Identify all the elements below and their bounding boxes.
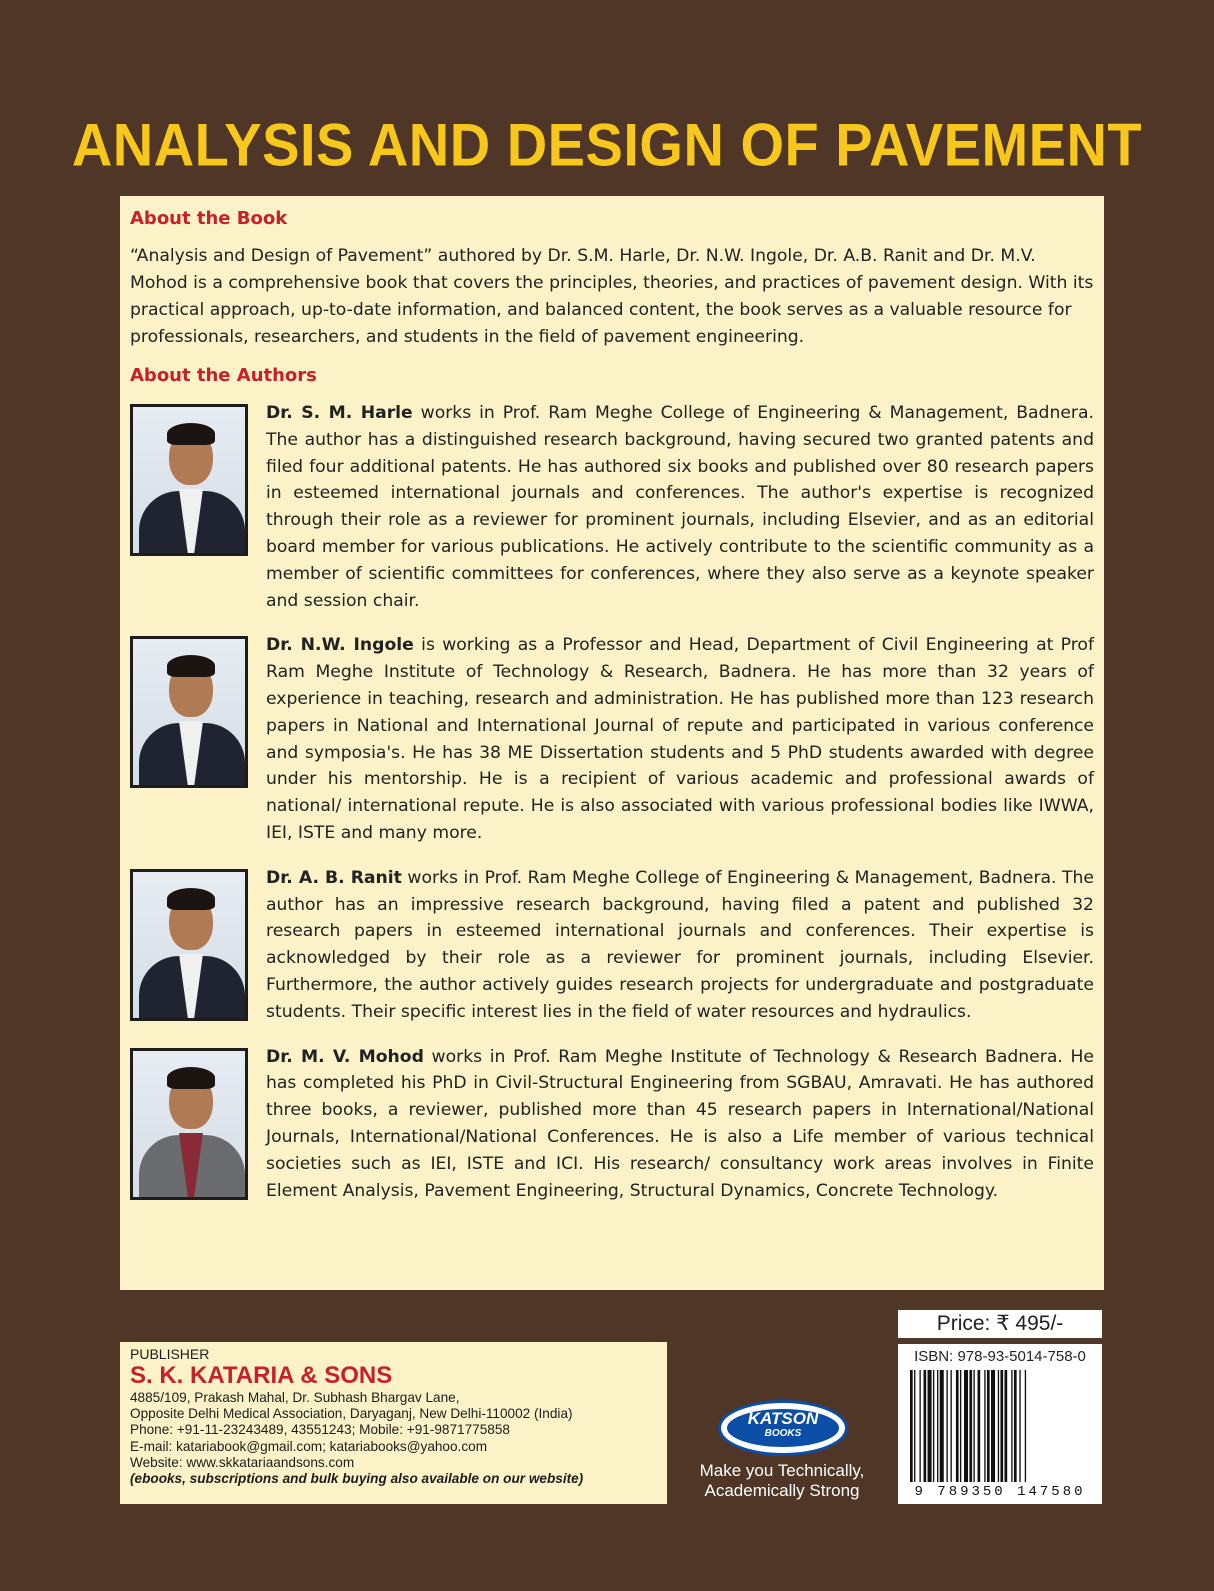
barcode-bar xyxy=(1000,1370,1003,1482)
barcode-bar xyxy=(984,1370,985,1482)
author-harle xyxy=(130,400,1094,614)
barcode-bar xyxy=(1011,1370,1012,1482)
barcode-bar xyxy=(946,1370,947,1482)
isbn-text: ISBN: 978-93-5014-758-0 xyxy=(914,1348,1086,1365)
barcode-bar xyxy=(937,1370,938,1482)
author-photo xyxy=(130,869,248,1021)
barcode-bar xyxy=(998,1370,999,1482)
author-mohod xyxy=(130,1044,1094,1205)
barcode-bar xyxy=(987,1370,990,1482)
author-name: Dr. N.W. Ingole xyxy=(266,635,414,656)
publisher-email: E-mail: katariabook@gmail.com; katariabooks@yahoo.com xyxy=(130,1438,488,1454)
author-photo xyxy=(130,404,248,556)
tagline-line1: Make you Technically, xyxy=(699,1461,865,1480)
author-ingole xyxy=(130,632,1094,846)
author-bio xyxy=(266,865,1094,1026)
author-bio-text: works in Prof. Ram Meghe College of Engineering & Management, Badnera. The author has an impressive research background, having filed a patent and published 32 research papers in esteemed international journals and conferences. Their expertise is acknowledged by their role as a reviewer for prominent journals, including Elsevier. Furthermore, the author actively guides research projects for undergraduate and postgraduate students. Their specific interest lies in the field of water resources and hydraulics. xyxy=(266,867,1094,1022)
author-ranit xyxy=(130,865,1094,1026)
author-bio xyxy=(266,400,1094,614)
barcode-bar xyxy=(914,1370,915,1482)
barcode-bar xyxy=(1019,1370,1020,1482)
publisher-note: (ebooks, subscriptions and bulk buying also available on our website) xyxy=(130,1471,584,1487)
publisher-website: Website: www.skkatariaandsons.com xyxy=(130,1454,355,1470)
publisher-address-line2: Opposite Delhi Medical Association, Daryaganj, New Delhi-110002 (India) xyxy=(130,1406,573,1422)
publisher-phone: Phone: +91-11-23243489, 43551243; Mobile: +91-9871775858 xyxy=(130,1422,510,1438)
barcode-bar xyxy=(1014,1370,1017,1482)
isbn-box xyxy=(898,1344,1102,1504)
barcode-bar xyxy=(960,1370,961,1482)
barcode-bar xyxy=(924,1370,927,1482)
barcode xyxy=(908,1370,1092,1482)
content-panel xyxy=(120,196,1104,1290)
author-bio-text: is working as a Professor and Head, Department of Civil Engineering at Prof Ram Meghe Institute of Technology & Research, Badnera. He has more than 32 years of experience in teaching, research and administration. He has published more than 123 research papers in National and International Journal of repute and participated in various conference and symposia's. He has 38 ME Dissertation students and 5 PhD students awarded with degree under his mentorship. He is a recipient of various academic and professional awards of national/ international repute. He is also associated with various professional bodies like IWWA, IEI, ISTE and many more. xyxy=(266,635,1095,843)
about-book-heading: About the Book xyxy=(130,208,288,229)
tagline-line2: Academically Strong xyxy=(704,1481,860,1500)
logo-main-text: KATSON xyxy=(747,1409,819,1428)
author-name: Dr. S. M. Harle xyxy=(266,403,413,423)
author-bio xyxy=(266,632,1094,846)
publisher-tagline xyxy=(682,1461,882,1501)
author-name: Dr. A. B. Ranit xyxy=(266,867,402,888)
barcode-bar xyxy=(940,1370,944,1482)
barcode-bar xyxy=(910,1370,913,1482)
barcode-bar xyxy=(933,1370,934,1482)
barcode-bar xyxy=(978,1370,981,1482)
barcode-bar xyxy=(1025,1370,1026,1482)
barcode-bar xyxy=(964,1370,968,1482)
barcode-bar xyxy=(1005,1370,1008,1482)
author-photo xyxy=(130,636,248,788)
author-bio xyxy=(266,1044,1094,1205)
barcode-bar xyxy=(973,1370,974,1482)
about-authors-heading: About the Authors xyxy=(130,365,317,386)
barcode-bar xyxy=(991,1370,995,1482)
barcode-bar xyxy=(951,1370,952,1482)
publisher-box xyxy=(120,1342,667,1504)
author-name: Dr. M. V. Mohod xyxy=(266,1046,424,1067)
book-title: ANALYSIS AND DESIGN OF PAVEMENT xyxy=(71,110,1143,179)
barcode-bar xyxy=(928,1370,932,1482)
author-photo xyxy=(130,1048,248,1200)
publisher-label: PUBLISHER xyxy=(130,1346,210,1362)
barcode-bar xyxy=(919,1370,920,1482)
publisher-address-line1: 4885/109, Prakash Mahal, Dr. Subhash Bhargav Lane, xyxy=(130,1390,460,1405)
barcode-digits: 9 789350 147580 xyxy=(914,1484,1086,1500)
logo-sub-text: BOOKS xyxy=(764,1428,802,1439)
price-label: Price: ₹ 495/- xyxy=(898,1310,1102,1338)
katson-logo xyxy=(718,1400,848,1456)
barcode-bar xyxy=(956,1370,959,1482)
about-book-text: “Analysis and Design of Pavement” authored by Dr. S.M. Harle, Dr. N.W. Ingole, Dr. A.B. Ranit and Dr. M.V. Mohod is a comprehensive book that covers the principles, theories, and practices of pavement design. With its practical approach, up-to-date information, and balanced content, the book serves as a valuable resource for professionals, researchers, and students in the field of pavement engineering. xyxy=(130,246,1094,347)
barcode-bar xyxy=(969,1370,972,1482)
author-bio-text: works in Prof. Ram Meghe Institute of Technology & Research Badnera. He has completed his PhD in Civil-Structural Engineering from SGBAU, Amravati. He has authored three books, a reviewer, published more than 45 research papers in International/National Journals, International/National Conferences. He is also a Life member of various technical societies such as IEI, ISTE and ICI. His research/ consultancy work areas involves in Finite Element Analysis, Pavement Engineering, Structural Dynamics, Concrete Technology. xyxy=(266,1046,1094,1201)
publisher-name: S. K. KATARIA & SONS xyxy=(130,1362,393,1389)
author-bio-text: works in Prof. Ram Meghe College of Engineering & Management, Badnera. The author has a distinguished research background, having secured two granted patents and filed four additional patents. He has authored six books and published over 80 research papers in esteemed international journals and conferences. The author's expertise is recognized through their role as a reviewer for prominent journals, including Elsevier, and as an editorial board member for various publications. He actively contribute to the scientific community as a member of scientific committees for conferences, where they also serve as a keynote speaker and session chair. xyxy=(266,403,1094,611)
